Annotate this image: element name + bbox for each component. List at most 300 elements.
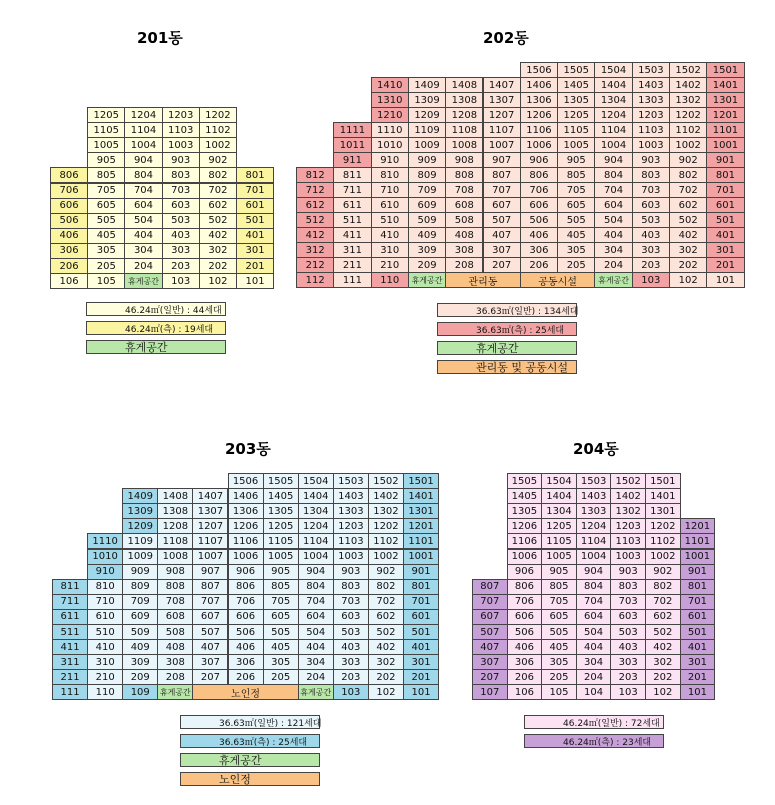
unit-cell: 610 xyxy=(87,609,123,625)
unit-cell: 608 xyxy=(445,197,483,213)
unit-cell: 503 xyxy=(162,213,200,229)
unit-cell: 905 xyxy=(541,564,577,580)
unit-cell: 506 xyxy=(507,624,543,640)
unit-cell: 402 xyxy=(669,227,707,243)
unit-cell: 204 xyxy=(124,258,162,274)
unit-cell: 1007 xyxy=(483,137,521,153)
unit-cell: 803 xyxy=(333,579,369,595)
unit-cell: 102 xyxy=(669,272,707,288)
unit-cell: 105 xyxy=(87,273,125,289)
unit-cell: 407 xyxy=(192,639,228,655)
unit-cell: 1106 xyxy=(520,122,558,138)
unit-cell: 602 xyxy=(199,198,237,214)
unit-cell: 201 xyxy=(403,669,439,685)
unit-cell: 211 xyxy=(52,669,88,685)
unit-cell: 301 xyxy=(706,242,744,258)
unit-cell: 412 xyxy=(296,227,334,243)
unit-cell: 305 xyxy=(263,654,299,670)
unit-cell: 902 xyxy=(199,152,237,168)
unit-cell: 1503 xyxy=(576,473,612,489)
unit-cell: 1204 xyxy=(124,107,162,123)
unit-cell: 903 xyxy=(162,152,200,168)
unit-cell: 1203 xyxy=(162,107,200,123)
unit-cell: 407 xyxy=(483,227,521,243)
unit-cell: 701 xyxy=(236,183,274,199)
unit-cell: 811 xyxy=(333,167,371,183)
unit-cell: 1303 xyxy=(333,503,369,519)
unit-cell: 211 xyxy=(333,257,371,273)
unit-cell: 102 xyxy=(645,684,681,700)
unit-cell: 1403 xyxy=(576,488,612,504)
unit-cell: 303 xyxy=(632,242,670,258)
unit-cell: 610 xyxy=(371,197,409,213)
unit-cell: 208 xyxy=(157,669,193,685)
unit-cell: 311 xyxy=(52,654,88,670)
unit-cell: 905 xyxy=(557,152,595,168)
legend-item: 휴게공간 xyxy=(86,340,226,354)
unit-cell: 102 xyxy=(199,273,237,289)
unit-cell: 505 xyxy=(263,624,299,640)
unit-cell: 708 xyxy=(445,182,483,198)
unit-cell: 405 xyxy=(557,227,595,243)
unit-cell: 207 xyxy=(192,669,228,685)
unit-cell: 1407 xyxy=(192,488,228,504)
legend-item: 노인정 xyxy=(180,772,320,786)
unit-cell: 801 xyxy=(236,167,274,183)
unit-cell: 604 xyxy=(576,609,612,625)
unit-cell: 202 xyxy=(199,258,237,274)
unit-cell: 607 xyxy=(483,197,521,213)
unit-cell: 1207 xyxy=(192,518,228,534)
unit-cell: 1002 xyxy=(645,549,681,565)
unit-cell: 1406 xyxy=(520,77,558,93)
unit-cell: 207 xyxy=(483,257,521,273)
unit-cell: 804 xyxy=(594,167,632,183)
unit-cell: 1305 xyxy=(263,503,299,519)
unit-cell: 410 xyxy=(87,639,123,655)
unit-cell: 501 xyxy=(403,624,439,640)
unit-cell: 502 xyxy=(368,624,404,640)
building-title: 202동 xyxy=(483,29,529,47)
unit-cell: 604 xyxy=(298,609,334,625)
unit-cell: 706 xyxy=(228,594,264,610)
unit-cell: 1402 xyxy=(610,488,646,504)
unit-cell: 807 xyxy=(192,579,228,595)
unit-cell: 1305 xyxy=(507,503,543,519)
unit-cell: 411 xyxy=(333,227,371,243)
unit-cell: 809 xyxy=(408,167,446,183)
unit-cell: 1408 xyxy=(445,77,483,93)
legend-item: 휴게공간 xyxy=(437,341,577,355)
unit-cell: 1301 xyxy=(706,92,744,108)
unit-cell: 909 xyxy=(408,152,446,168)
unit-cell: 1209 xyxy=(408,107,446,123)
unit-cell: 812 xyxy=(296,167,334,183)
unit-cell: 1004 xyxy=(124,137,162,153)
unit-cell: 1102 xyxy=(199,122,237,138)
unit-cell: 1001 xyxy=(706,137,744,153)
unit-cell: 1404 xyxy=(594,77,632,93)
unit-cell: 709 xyxy=(122,594,158,610)
unit-cell: 505 xyxy=(541,624,577,640)
unit-cell: 907 xyxy=(192,564,228,580)
unit-cell: 1502 xyxy=(669,62,707,78)
unit-cell: 1201 xyxy=(403,518,439,534)
unit-cell: 1304 xyxy=(594,92,632,108)
unit-cell: 806 xyxy=(520,167,558,183)
unit-cell: 307 xyxy=(192,654,228,670)
unit-cell: 406 xyxy=(50,228,88,244)
unit-cell: 504 xyxy=(298,624,334,640)
unit-cell: 303 xyxy=(162,243,200,259)
unit-cell: 808 xyxy=(157,579,193,595)
unit-cell: 1203 xyxy=(610,518,646,534)
unit-cell: 공동시설 xyxy=(520,272,596,288)
unit-cell: 304 xyxy=(594,242,632,258)
unit-cell: 110 xyxy=(371,272,409,288)
unit-cell: 809 xyxy=(122,579,158,595)
unit-cell: 101 xyxy=(403,684,439,700)
unit-cell: 207 xyxy=(472,669,508,685)
unit-cell: 1405 xyxy=(557,77,595,93)
unit-cell: 1404 xyxy=(541,488,577,504)
unit-cell: 906 xyxy=(507,564,543,580)
unit-cell: 1103 xyxy=(162,122,200,138)
unit-cell: 205 xyxy=(557,257,595,273)
unit-cell: 401 xyxy=(706,227,744,243)
unit-cell: 106 xyxy=(507,684,543,700)
unit-cell: 901 xyxy=(706,152,744,168)
unit-cell: 1301 xyxy=(645,503,681,519)
unit-cell: 506 xyxy=(228,624,264,640)
unit-cell: 휴게공간 xyxy=(298,684,334,700)
unit-cell: 202 xyxy=(368,669,404,685)
unit-cell: 810 xyxy=(371,167,409,183)
unit-cell: 210 xyxy=(87,669,123,685)
unit-cell: 911 xyxy=(333,152,371,168)
unit-cell: 403 xyxy=(162,228,200,244)
unit-cell: 1309 xyxy=(122,503,158,519)
unit-cell: 1203 xyxy=(632,107,670,123)
unit-cell: 1504 xyxy=(541,473,577,489)
unit-cell: 704 xyxy=(576,594,612,610)
unit-cell: 1103 xyxy=(632,122,670,138)
unit-cell: 602 xyxy=(645,609,681,625)
unit-cell: 1209 xyxy=(122,518,158,534)
unit-cell: 308 xyxy=(157,654,193,670)
unit-cell: 1106 xyxy=(507,533,543,549)
unit-cell: 803 xyxy=(610,579,646,595)
unit-cell: 1501 xyxy=(706,62,744,78)
unit-cell: 1403 xyxy=(632,77,670,93)
unit-cell: 111 xyxy=(333,272,371,288)
unit-cell: 1506 xyxy=(228,473,264,489)
unit-cell: 907 xyxy=(483,152,521,168)
unit-cell: 904 xyxy=(298,564,334,580)
unit-cell: 1503 xyxy=(632,62,670,78)
unit-cell: 206 xyxy=(50,258,88,274)
unit-cell: 휴게공간 xyxy=(408,272,446,288)
unit-cell: 1006 xyxy=(520,137,558,153)
unit-cell: 1105 xyxy=(263,533,299,549)
unit-cell: 803 xyxy=(632,167,670,183)
unit-cell: 402 xyxy=(199,228,237,244)
unit-cell: 1303 xyxy=(576,503,612,519)
unit-cell: 203 xyxy=(632,257,670,273)
unit-cell: 휴게공간 xyxy=(124,273,162,289)
unit-cell: 609 xyxy=(408,197,446,213)
unit-cell: 501 xyxy=(706,212,744,228)
unit-cell: 810 xyxy=(87,579,123,595)
unit-cell: 306 xyxy=(228,654,264,670)
unit-cell: 507 xyxy=(192,624,228,640)
unit-cell: 705 xyxy=(263,594,299,610)
unit-cell: 712 xyxy=(296,182,334,198)
unit-cell: 304 xyxy=(298,654,334,670)
unit-cell: 1003 xyxy=(162,137,200,153)
unit-cell: 1305 xyxy=(557,92,595,108)
unit-cell: 1210 xyxy=(371,107,409,123)
unit-cell: 503 xyxy=(632,212,670,228)
unit-cell: 1005 xyxy=(263,549,299,565)
unit-cell: 1104 xyxy=(594,122,632,138)
unit-cell: 1108 xyxy=(445,122,483,138)
unit-cell: 801 xyxy=(403,579,439,595)
unit-cell: 906 xyxy=(520,152,558,168)
unit-cell: 411 xyxy=(52,639,88,655)
legend-item: 36.63㎡(측) : 25세대 xyxy=(437,322,577,336)
unit-cell: 902 xyxy=(669,152,707,168)
unit-cell: 307 xyxy=(472,654,508,670)
unit-cell: 306 xyxy=(520,242,558,258)
unit-cell: 312 xyxy=(296,242,334,258)
unit-cell: 805 xyxy=(557,167,595,183)
unit-cell: 1501 xyxy=(403,473,439,489)
unit-cell: 801 xyxy=(706,167,744,183)
unit-cell: 505 xyxy=(557,212,595,228)
unit-cell: 1202 xyxy=(368,518,404,534)
unit-cell: 711 xyxy=(333,182,371,198)
unit-cell: 901 xyxy=(403,564,439,580)
unit-cell: 503 xyxy=(610,624,646,640)
unit-cell: 1001 xyxy=(403,549,439,565)
unit-cell: 510 xyxy=(87,624,123,640)
unit-cell: 408 xyxy=(445,227,483,243)
unit-cell: 210 xyxy=(371,257,409,273)
legend-item: 46.24㎡(측) : 19세대 xyxy=(86,321,226,335)
unit-cell: 402 xyxy=(645,639,681,655)
unit-cell: 201 xyxy=(706,257,744,273)
unit-cell: 1001 xyxy=(680,549,716,565)
unit-cell: 1304 xyxy=(298,503,334,519)
unit-cell: 404 xyxy=(298,639,334,655)
unit-cell: 404 xyxy=(124,228,162,244)
unit-cell: 905 xyxy=(87,152,125,168)
unit-cell: 909 xyxy=(122,564,158,580)
unit-cell: 305 xyxy=(557,242,595,258)
unit-cell: 204 xyxy=(298,669,334,685)
unit-cell: 807 xyxy=(483,167,521,183)
unit-cell: 404 xyxy=(576,639,612,655)
unit-cell: 1501 xyxy=(645,473,681,489)
unit-cell: 201 xyxy=(236,258,274,274)
unit-cell: 1405 xyxy=(507,488,543,504)
unit-cell: 1404 xyxy=(298,488,334,504)
unit-cell: 405 xyxy=(541,639,577,655)
unit-cell: 휴게공간 xyxy=(157,684,193,700)
unit-cell: 603 xyxy=(162,198,200,214)
unit-cell: 503 xyxy=(333,624,369,640)
unit-cell: 811 xyxy=(52,579,88,595)
unit-cell: 1004 xyxy=(576,549,612,565)
unit-cell: 807 xyxy=(472,579,508,595)
unit-cell: 206 xyxy=(507,669,543,685)
unit-cell: 1205 xyxy=(541,518,577,534)
unit-cell: 707 xyxy=(483,182,521,198)
unit-cell: 1002 xyxy=(368,549,404,565)
unit-cell: 1206 xyxy=(228,518,264,534)
legend-item: 휴게공간 xyxy=(180,753,320,767)
unit-cell: 1307 xyxy=(483,92,521,108)
unit-cell: 908 xyxy=(445,152,483,168)
legend-item: 46.24㎡(일반) : 44세대 xyxy=(86,302,226,316)
unit-cell: 701 xyxy=(706,182,744,198)
unit-cell: 1409 xyxy=(122,488,158,504)
unit-cell: 305 xyxy=(87,243,125,259)
unit-cell: 1011 xyxy=(333,137,371,153)
unit-cell: 903 xyxy=(632,152,670,168)
unit-cell: 311 xyxy=(333,242,371,258)
unit-cell: 405 xyxy=(263,639,299,655)
unit-cell: 1505 xyxy=(507,473,543,489)
unit-cell: 1205 xyxy=(557,107,595,123)
unit-cell: 1110 xyxy=(87,533,123,549)
unit-cell: 1003 xyxy=(610,549,646,565)
unit-cell: 302 xyxy=(669,242,707,258)
unit-cell: 506 xyxy=(520,212,558,228)
unit-cell: 1502 xyxy=(368,473,404,489)
unit-cell: 1108 xyxy=(157,533,193,549)
unit-cell: 1101 xyxy=(403,533,439,549)
unit-cell: 1201 xyxy=(680,518,716,534)
unit-cell: 512 xyxy=(296,212,334,228)
unit-cell: 509 xyxy=(408,212,446,228)
unit-cell: 901 xyxy=(680,564,716,580)
unit-cell: 702 xyxy=(645,594,681,610)
unit-cell: 301 xyxy=(680,654,716,670)
unit-cell: 1009 xyxy=(122,549,158,565)
unit-cell: 304 xyxy=(576,654,612,670)
unit-cell: 302 xyxy=(368,654,404,670)
unit-cell: 1407 xyxy=(483,77,521,93)
unit-cell: 1007 xyxy=(192,549,228,565)
unit-cell: 1301 xyxy=(403,503,439,519)
unit-cell: 303 xyxy=(610,654,646,670)
unit-cell: 1010 xyxy=(371,137,409,153)
unit-cell: 607 xyxy=(472,609,508,625)
unit-cell: 509 xyxy=(122,624,158,640)
unit-cell: 202 xyxy=(669,257,707,273)
unit-cell: 1505 xyxy=(557,62,595,78)
unit-cell: 1401 xyxy=(403,488,439,504)
unit-cell: 302 xyxy=(199,243,237,259)
unit-cell: 908 xyxy=(157,564,193,580)
unit-cell: 1004 xyxy=(594,137,632,153)
unit-cell: 1204 xyxy=(576,518,612,534)
unit-cell: 805 xyxy=(87,167,125,183)
unit-cell: 605 xyxy=(263,609,299,625)
unit-cell: 101 xyxy=(236,273,274,289)
unit-cell: 402 xyxy=(368,639,404,655)
unit-cell: 1406 xyxy=(228,488,264,504)
unit-cell: 1307 xyxy=(192,503,228,519)
unit-cell: 1105 xyxy=(541,533,577,549)
unit-cell: 804 xyxy=(576,579,612,595)
unit-cell: 1206 xyxy=(520,107,558,123)
unit-cell: 511 xyxy=(52,624,88,640)
unit-cell: 1309 xyxy=(408,92,446,108)
unit-cell: 504 xyxy=(124,213,162,229)
unit-cell: 111 xyxy=(52,684,88,700)
unit-cell: 1102 xyxy=(368,533,404,549)
unit-cell: 202 xyxy=(645,669,681,685)
unit-cell: 1408 xyxy=(157,488,193,504)
unit-cell: 710 xyxy=(371,182,409,198)
legend-item: 36.63㎡(일반) : 121세대 xyxy=(180,715,320,729)
unit-cell: 607 xyxy=(192,609,228,625)
unit-cell: 507 xyxy=(472,624,508,640)
unit-cell: 1506 xyxy=(520,62,558,78)
unit-cell: 1204 xyxy=(594,107,632,123)
building-title: 201동 xyxy=(137,29,183,47)
legend-item: 46.24㎡(일반) : 72세대 xyxy=(524,715,664,729)
unit-cell: 1009 xyxy=(408,137,446,153)
unit-cell: 508 xyxy=(445,212,483,228)
unit-cell: 1004 xyxy=(298,549,334,565)
unit-cell: 307 xyxy=(483,242,521,258)
unit-cell: 1102 xyxy=(645,533,681,549)
unit-cell: 1104 xyxy=(124,122,162,138)
unit-cell: 806 xyxy=(507,579,543,595)
unit-cell: 702 xyxy=(199,183,237,199)
unit-cell: 1409 xyxy=(408,77,446,93)
unit-cell: 706 xyxy=(520,182,558,198)
unit-cell: 606 xyxy=(50,198,88,214)
unit-cell: 1005 xyxy=(87,137,125,153)
unit-cell: 504 xyxy=(576,624,612,640)
unit-cell: 903 xyxy=(333,564,369,580)
unit-cell: 208 xyxy=(445,257,483,273)
unit-cell: 1503 xyxy=(333,473,369,489)
unit-cell: 209 xyxy=(408,257,446,273)
unit-cell: 410 xyxy=(371,227,409,243)
unit-cell: 703 xyxy=(632,182,670,198)
unit-cell: 506 xyxy=(50,213,88,229)
unit-cell: 304 xyxy=(124,243,162,259)
unit-cell: 409 xyxy=(408,227,446,243)
unit-cell: 406 xyxy=(520,227,558,243)
unit-cell: 1401 xyxy=(645,488,681,504)
unit-cell: 603 xyxy=(333,609,369,625)
unit-cell: 910 xyxy=(371,152,409,168)
unit-cell: 903 xyxy=(610,564,646,580)
unit-cell: 409 xyxy=(122,639,158,655)
unit-cell: 601 xyxy=(236,198,274,214)
unit-cell: 1005 xyxy=(557,137,595,153)
unit-cell: 705 xyxy=(87,183,125,199)
unit-cell: 103 xyxy=(610,684,646,700)
unit-cell: 703 xyxy=(610,594,646,610)
